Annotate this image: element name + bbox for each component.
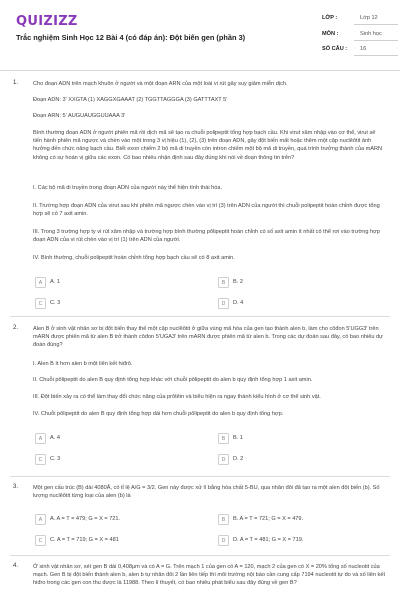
answer-option-c[interactable]	[35, 535, 185, 546]
question-stem: Cho đoạn ADN trên mạch khuôn ở người và một đoạn ARN của một loài vi rút gây suy giảm miễn dịch.	[33, 81, 288, 87]
option-text: B. 1	[233, 435, 243, 441]
question-context: Bình thường đoạn ADN ở người phiên mã rồi dịch mã sẽ tạo ra chuỗi polipeptit tổng hợp bạch cầu. Khi virut xâm nhập vào cơ thể, virut sẽ tiến hành phiên mã ngược và chèn vào một trong 3 vị hiệu (1), (2), (3) trên đoạn ADN, gây đột biến mất hoặc thêm một cặp nuclêôtit ảnh hưởng đến chức năng bạch cầu. Biết exon chiếm 2 bộ mã di truyền còn intron chiếm một bộ mã di truyền, quá trình trưởng thành của mARN không có sự hoán vị giữa các exon. Có bao nhiêu nhận định sau đây đúng khi nói về đoạn thông tin trên?	[33, 130, 383, 161]
statement-2: II. Trường hợp đoạn ADN của virut sau khi phiên mã ngược chèn vào vị trí (3) trên ADN của người thì chuỗi polipeptit hoàn chỉnh được tổng hợp sẽ có 7 axit amin.	[33, 203, 380, 218]
question-number: 1.	[13, 80, 19, 86]
answer-option-b[interactable]	[218, 514, 368, 525]
dna-segment: Đoạn ADN: 3' XXGTA (1) XAGGXGAAAT (2) TGGTTAGGGA (3) GATTTAXT 5'	[33, 97, 228, 103]
option-text: C. 3	[50, 456, 61, 462]
statement-4: IV. Chuỗi pôlipeptit do alen B quy định tổng hợp dài hơn chuỗi pôlipeptit do alen b quy định tổng hợp.	[33, 411, 284, 417]
option-letter-box: C	[35, 298, 46, 309]
statement-3: III. Đột biến xảy ra có thể làm thay đổi chức năng của prôtêin và biểu hiện ra ngay thành kiểu hình ở cơ thể sinh vật.	[33, 394, 321, 400]
option-text: C. A = T = 719; G = X = 481	[50, 537, 119, 543]
class-label: LỚP :	[322, 15, 338, 21]
count-underline	[354, 55, 398, 56]
option-text: A. 1	[50, 279, 60, 285]
question-stem: Alen B ở sinh vật nhân sơ bị đột biến thay thế một cặp nuclêôtit ở giữa vùng mã hóa của gen tạo thành alen b, làm cho côđon 5'UGG3' trên mARN được phiên mã từ alen B trở thành côđon 5'UGA3' trên mARN được phiên mã từ alen b. Trong các dự đoán sau đây, có bao nhiêu dự đoán đúng?	[33, 326, 383, 349]
answer-option-d[interactable]	[218, 535, 368, 546]
option-letter-box: A	[35, 277, 46, 288]
option-text: C. 3	[50, 300, 61, 306]
statement-2: II. Chuỗi pôlipeptit do alen B quy định tổng hợp khác với chuỗi pôlipeptit do alen b quy định tổng hợp 1 axit amin.	[33, 377, 313, 383]
option-letter-box: A	[35, 514, 46, 525]
option-letter-box: C	[35, 535, 46, 546]
statement-4: IV. Bình thường, chuỗi polipeptit hoàn chỉnh tổng hợp bạch cầu sẽ có 8 axit amin.	[33, 255, 235, 261]
answer-option-a[interactable]	[35, 277, 185, 288]
question-stem: Một gen cấu trúc (B) dài 4080Å, có tỉ lệ A/G = 3/2. Gen này được xử lí bằng hóa chất 5-BU, qua nhân đôi đã tạo ra một alen đột biến (b). Số lượng nuclêôtit từng loại của alen (b) là	[33, 485, 380, 500]
option-letter-box: B	[218, 433, 229, 444]
question-number: 2.	[13, 325, 19, 331]
page-title: Trắc nghiệm Sinh Học 12 Bài 4 (có đáp án): Đột biến gen (phần 3)	[16, 33, 246, 42]
answer-option-b[interactable]	[218, 277, 368, 288]
answer-option-b[interactable]	[218, 433, 368, 444]
option-text: B. A = T = 721; G = X = 479.	[233, 516, 304, 522]
count-label: SỐ CÂU :	[322, 46, 348, 52]
option-text: B. 2	[233, 279, 243, 285]
answer-option-a[interactable]	[35, 514, 185, 525]
option-text: D. 2	[233, 456, 244, 462]
class-underline	[354, 24, 398, 25]
option-letter-box: A	[35, 433, 46, 444]
answer-option-d[interactable]	[218, 298, 368, 309]
question-divider	[10, 476, 390, 477]
option-letter-box: D	[218, 298, 229, 309]
rna-segment: Đoạn ARN: 5' AUGUAUGGUUAAA 3'	[33, 113, 126, 119]
option-letter-box: B	[218, 514, 229, 525]
option-letter-box: D	[218, 454, 229, 465]
option-letter-box: B	[218, 277, 229, 288]
question-stem: Ở sinh vật nhân sơ, xét gen B dài 0,408μm và có A = G. Trên mạch 1 của gen có A = 120, mạch 2 của gen có X = 20% tổng số nucleotit của mạch. Gen B bị đột biến thành alen b, alen b tự nhân đôi 2 lần liên tiếp thì môi trường nội bào cần cung cấp 7194 nucleotit tự do và số liên kết hiđro trong các gen con thu được là 11988. Theo lí thuyết, có bao nhiêu phát biểu sau đây đúng về gen B?	[33, 564, 385, 587]
option-text: D. A = T = 481; G = X = 719.	[233, 537, 304, 543]
question-divider	[10, 316, 390, 317]
option-letter-box: D	[218, 535, 229, 546]
question-number: 3.	[13, 484, 19, 490]
class-value: Lớp 12	[360, 15, 378, 21]
question-divider	[10, 555, 390, 556]
question-number: 4.	[13, 563, 19, 569]
answer-option-c[interactable]	[35, 298, 185, 309]
statement-1: I. Các bộ mã di truyền trong đoạn ADN của người này thể hiện tính thái hóa.	[33, 185, 223, 191]
quizizz-logo[interactable]: QUIZIZZ	[16, 14, 78, 29]
subject-value: Sinh học	[360, 31, 382, 37]
statement-3: III. Trong 3 trường hợp ty vi rút xâm nhập và trường hợp bình thường pôlipeptit hoàn chỉnh có số axit amin ít nhất có thể rơi vào trường hợp đoạn ADN của vi rút chèn vào vị trí (1) trên ADN của người.	[33, 229, 380, 244]
option-letter-box: C	[35, 454, 46, 465]
worksheet-header	[0, 0, 400, 66]
statement-1: I. Alen B ít hơn alen b một liên kết hiđrô.	[33, 361, 133, 367]
option-text: A. 4	[50, 435, 60, 441]
option-text: D. 4	[233, 300, 244, 306]
answer-option-d[interactable]	[218, 454, 368, 465]
header-divider	[0, 70, 400, 71]
answer-option-a[interactable]	[35, 433, 185, 444]
subject-underline	[354, 40, 398, 41]
count-value: 16	[360, 46, 367, 52]
option-text: A. A = T = 479; G = X = 721.	[50, 516, 121, 522]
answer-option-c[interactable]	[35, 454, 185, 465]
subject-label: MÔN :	[322, 31, 339, 37]
